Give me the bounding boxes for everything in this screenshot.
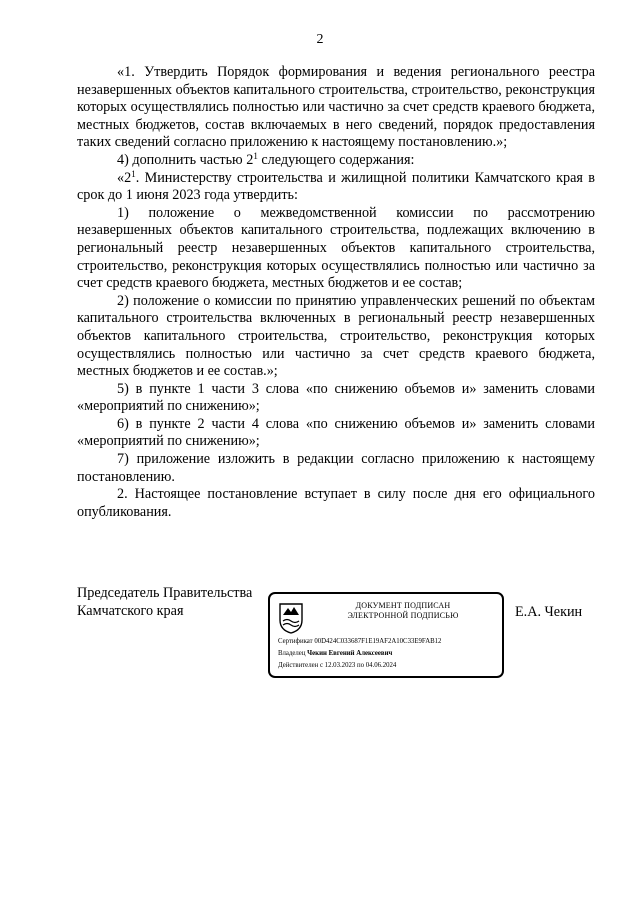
paragraph-2-text-a: 4) дополнить частью 2 (117, 151, 254, 168)
stamp-title-line-2: ЭЛЕКТРОННОЙ ПОДПИСЬЮ (347, 611, 459, 620)
paragraph-3-text-a: «2 (117, 169, 132, 186)
paragraph-1: «1. Утвердить Порядок формирования и ведения регионального реестра незавершенных объектов капитального строительства, строительство, реконструкция которых осуществлялись полностью или частично за счет средств краевого бюджета, местных бюджетов, состав включаемых в него сведений, порядок предоставления таких сведений согласно приложению к настоящему постановлению.»; (77, 64, 595, 151)
stamp-title-line-1: ДОКУМЕНТ ПОДПИСАН (355, 601, 451, 610)
stamp-certificate-line (278, 637, 502, 646)
superscript: 1 (253, 150, 258, 161)
stamp-cert-value: 00D424C033687F1E19AF2A10C33E9FAB12 (314, 638, 442, 645)
paragraph-4: 1) положение о межведомственной комиссии по рассмотрению незавершенных объектов капитального строительства, подлежащих включению в региональный реестр незавершенных объектов капитального строительства, строительство, реконструкция которых осуществлялись полностью или частично за счет средств краевого бюджета, местных бюджетов и ее состав; (77, 204, 595, 292)
signatory-position (77, 584, 252, 620)
paragraph-6: 5) в пункте 1 части 3 слова «по снижению объемов и» заменить словами «мероприятий по снижению»; (77, 380, 595, 415)
kamchatka-emblem-icon (278, 602, 304, 634)
signatory-position-line-2: Камчатского края (77, 603, 184, 619)
electronic-signature-stamp (268, 592, 504, 678)
signatory-name: Е.А. Чекин (515, 604, 583, 620)
stamp-owner-value: Чекин Евгений Алексеевич (307, 650, 393, 657)
paragraph-7: 6) в пункте 2 части 4 слова «по снижению объемов и» заменить словами «мероприятий по снижению»; (77, 415, 595, 450)
stamp-title (308, 601, 498, 621)
paragraph-9: 2. Настоящее постановление вступает в силу после дня его официального опубликования. (77, 486, 595, 520)
stamp-valid-label: Действителен с (278, 662, 323, 669)
signatory-position-line-1: Председатель Правительства (77, 585, 253, 601)
stamp-owner-line (278, 649, 502, 658)
paragraph-2-text-b: следующего содержания: (257, 151, 415, 168)
stamp-validity-line (278, 661, 502, 670)
stamp-valid-to-label: по (356, 662, 365, 669)
superscript: 1 (131, 168, 136, 179)
paragraph-8: 7) приложение изложить в редакции согласно приложению к настоящему постановлению. (77, 451, 595, 485)
paragraph-3 (77, 170, 595, 205)
page-number: 2 (316, 32, 324, 47)
stamp-valid-from: 12.03.2023 (324, 662, 356, 669)
stamp-cert-label: Сертификат (278, 638, 313, 645)
paragraph-5: 2) положение о комиссии по принятию управленческих решений по объектам капитального строительства включенных в региональный реестр незавершенных объектов капитального строительства, строительство, реконструкция которых осуществлялись полностью или частично за счет средств краевого бюджета, местных бюджетов и ее состав.»; (77, 292, 595, 380)
document-body (77, 64, 595, 521)
paragraph-2 (77, 152, 595, 170)
stamp-valid-to: 04.06.2024 (365, 662, 397, 669)
paragraph-3-text-b: . Министерству строительства и жилищной политики Камчатского края в срок до 1 июня 2023 года утвердить: (77, 169, 595, 204)
stamp-owner-label: Владелец (278, 650, 306, 657)
